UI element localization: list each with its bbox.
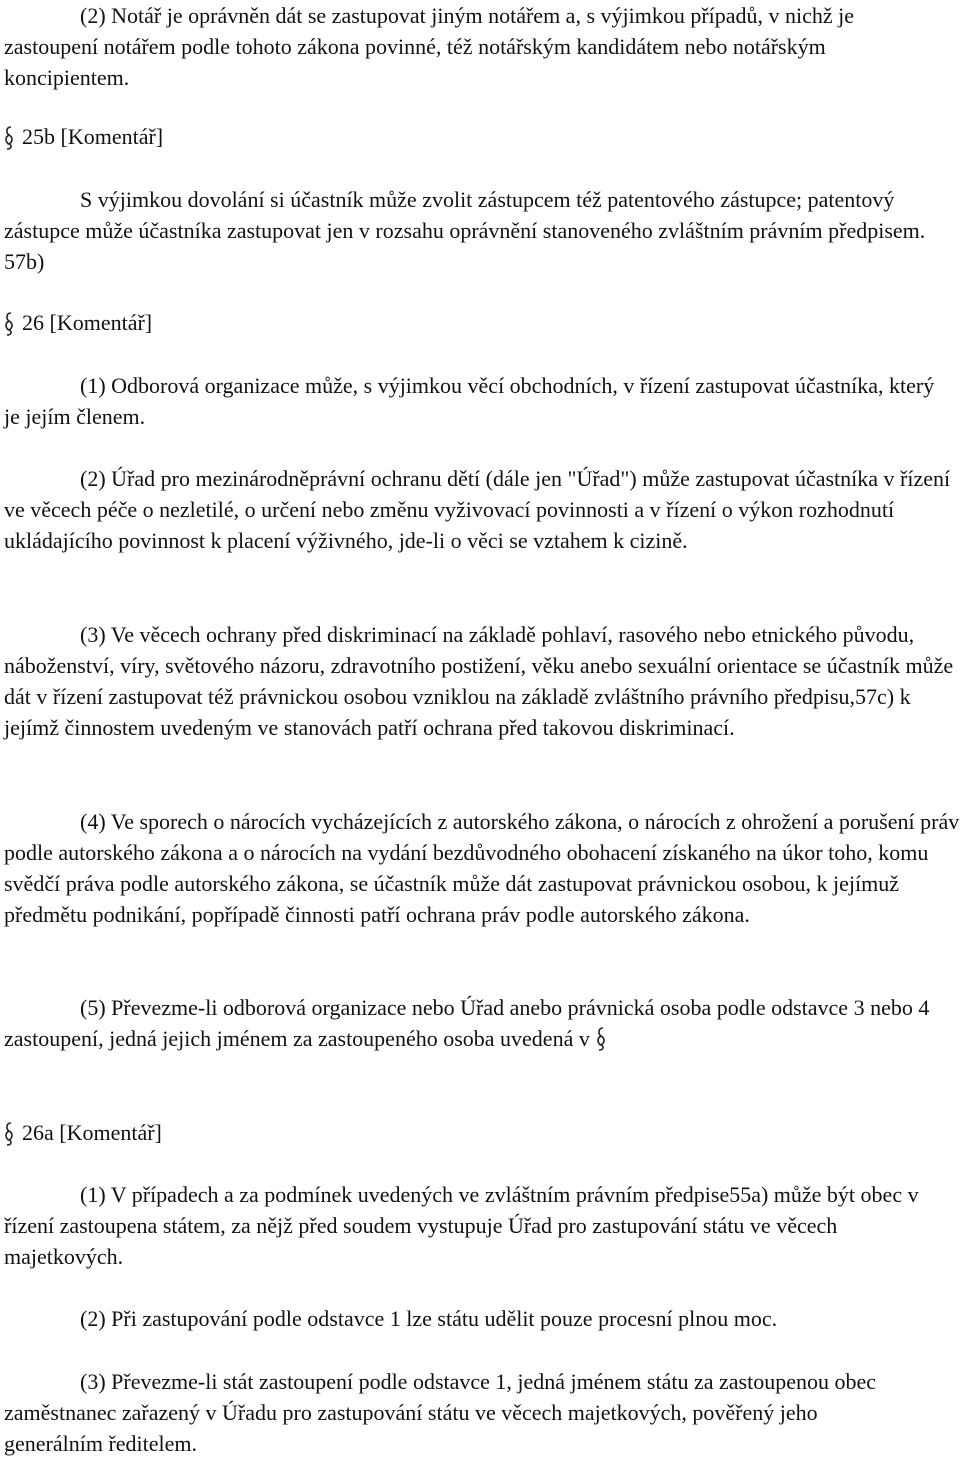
paragraph-26a-3: (3) Převezme-li stát zastoupení podle odstavce 1, jedná jménem státu za zastoupenou obec zaměstnanec zařazený v Úřadu pro zastupování státu ve věcech majetkových, pověřený jeho generálním ředitelem. <box>4 1369 876 1456</box>
paragraph-26-1: (1) Odborová organizace může, s výjimkou věcí obchodních, v řízení zastupovat účastníka, který je jejím členem. <box>4 373 935 429</box>
paragraph-26-2: (2) Úřad pro mezinárodněprávní ochranu dětí (dále jen "Úřad") může zastupovat účastníka v řízení ve věcech péče o nezletilé, o určení nebo změnu vyživovací povinnosti a v řízení o výkon rozhodnutí ukládajícího povinnost k placení výživného, jde-li o věci se vztahem k cizině. <box>4 466 951 553</box>
section-sign-icon <box>4 1121 14 1147</box>
section-sign-icon <box>596 1026 606 1052</box>
heading-26a[interactable] <box>4 1117 162 1148</box>
heading-26[interactable] <box>4 307 152 338</box>
paragraph-26a-2: (2) Při zastupování podle odstavce 1 lze státu udělit pouze procesní plnou moc. <box>80 1306 778 1331</box>
section-sign-icon <box>4 311 14 337</box>
paragraph-patentovy-zastupce: S výjimkou dovolání si účastník může zvolit zástupcem též patentového zástupce; patentový zástupce může účastníka zastupovat jen v rozsahu oprávnění stanoveného zvláštním právním předpisem. 57b) <box>4 187 926 274</box>
paragraph-26a-1: (1) V případech a za podmínek uvedených ve zvláštním právním předpise55a) může být obec v řízení zastoupena státem, za nějž před soudem vystupuje Úřad pro zastupování státu ve věcech majetkových. <box>4 1182 919 1269</box>
paragraph-26-4: (4) Ve sporech o nárocích vycházejících z autorského zákona, o nárocích z ohrožení a porušení práv podle autorského zákona a o nárocích na vydání bezdůvodného obohacení získaného na úkor toho, komu svědčí práva podle autorského zákona, se účastník může dát zastupovat právnickou osobou, k jejímuž předmětu podnikání, popřípadě činnosti patří ochrana práv podle autorského zákona. <box>4 809 960 927</box>
heading-26a-label: 26a [Komentář] <box>22 1120 162 1145</box>
paragraph-26-5 <box>4 992 944 1085</box>
paragraph-notar: (2) Notář je oprávněn dát se zastupovat jiným notářem a, s výjimkou případů, v nichž je zastoupení notářem podle tohoto zákona povinné, též notářským kandidátem nebo notářským koncipientem. <box>4 3 855 90</box>
paragraph-26-3: (3) Ve věcech ochrany před diskriminací na základě pohlaví, rasového nebo etnického původu, náboženství, víry, světového názoru, zdravotního postižení, věku anebo sexuální orientace se účastník může dát v řízení zastupovat též právnickou osobou vzniklou na základě zvláštního právního předpisu,57c) k jejímž činnostem uvedeným ve stanovách patří ochrana před takovou diskriminací. <box>4 622 954 740</box>
section-sign-icon <box>4 125 14 151</box>
paragraph-26-5-text: (5) Převezme-li odborová organizace nebo Úřad anebo právnická osoba podle odstavce 3 nebo 4 zastoupení, jedná jejich jménem za zastoupeného osoba uvedená v <box>4 995 930 1051</box>
heading-25b-label: 25b [Komentář] <box>22 124 164 149</box>
heading-26-label: 26 [Komentář] <box>22 310 153 335</box>
heading-25b[interactable] <box>4 121 163 152</box>
